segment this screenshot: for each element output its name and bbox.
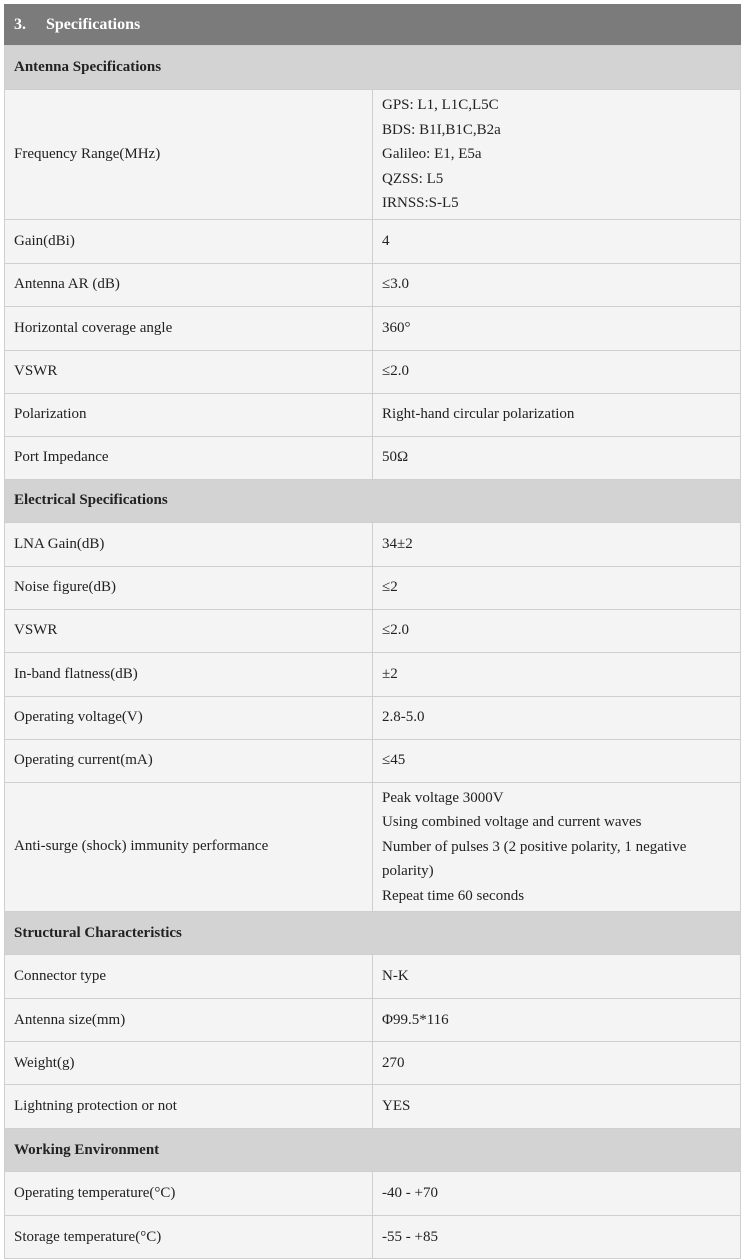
- value-line: BDS: B1I,B1C,B2a: [382, 121, 501, 138]
- table-row: [5, 393, 741, 436]
- row-label: VSWR: [5, 350, 373, 393]
- row-label: LNA Gain(dB): [5, 522, 373, 566]
- row-value: 360°: [373, 306, 741, 350]
- section-title: Specifications: [46, 16, 141, 33]
- row-value: ≤2.0: [373, 350, 741, 393]
- row-value: 50Ω: [373, 436, 741, 479]
- row-value: 2.8-5.0: [373, 696, 741, 739]
- row-value: 270: [373, 1042, 741, 1085]
- table-row: [5, 739, 741, 782]
- row-label: Port Impedance: [5, 436, 373, 479]
- value-line: GPS: L1, L1C,L5C: [382, 97, 499, 113]
- specifications-document: [4, 4, 741, 1259]
- table-row: [5, 696, 741, 739]
- section-header-electrical: [5, 479, 741, 522]
- table-row: [5, 609, 741, 652]
- row-value: ≤3.0: [373, 263, 741, 306]
- row-label: Gain(dBi): [5, 219, 373, 263]
- table-row: [5, 999, 741, 1042]
- row-value: -55 - +85: [373, 1216, 741, 1259]
- value-line: QZSS: L5: [382, 170, 444, 187]
- table-row: [5, 522, 741, 566]
- section-heading: Electrical Specifications: [5, 479, 741, 522]
- section-heading: Antenna Specifications: [5, 46, 741, 90]
- row-value: -40 - +70: [373, 1172, 741, 1216]
- section-header-antenna: [5, 46, 741, 90]
- row-label: Operating voltage(V): [5, 696, 373, 739]
- section-number: 3.: [14, 16, 26, 33]
- table-row: [5, 350, 741, 393]
- row-value: ≤2: [373, 566, 741, 609]
- table-row: [5, 782, 741, 912]
- row-label: Anti-surge (shock) immunity performance: [5, 782, 373, 912]
- table-row: [5, 566, 741, 609]
- row-value: ≤45: [373, 739, 741, 782]
- row-value: Right-hand circular polarization: [373, 393, 741, 436]
- table-row: [5, 1172, 741, 1216]
- row-label: Lightning protection or not: [5, 1085, 373, 1129]
- table-row: [5, 955, 741, 999]
- value-line: Repeat time 60 seconds: [382, 887, 525, 904]
- value-line: Peak voltage 3000V: [382, 789, 504, 806]
- specifications-table: [4, 45, 741, 1259]
- row-label: Operating temperature(°C): [5, 1172, 373, 1216]
- row-label: Operating current(mA): [5, 739, 373, 782]
- section-heading: Structural Characteristics: [5, 912, 741, 955]
- table-row: [5, 306, 741, 350]
- section-heading: Working Environment: [5, 1129, 741, 1172]
- row-value: N-K: [373, 955, 741, 999]
- table-row: [5, 652, 741, 696]
- row-value: Φ99.5*116: [373, 999, 741, 1042]
- row-label: Horizontal coverage angle: [5, 306, 373, 350]
- row-label: In-band flatness(dB): [5, 652, 373, 696]
- row-label: Connector type: [5, 955, 373, 999]
- value-line: Using combined voltage and current waves: [382, 814, 642, 830]
- value-line: Galileo: E1, E5a: [382, 146, 482, 162]
- row-label: Antenna AR (dB): [5, 263, 373, 306]
- row-value: [373, 782, 741, 912]
- table-row: [5, 90, 741, 220]
- row-label: VSWR: [5, 609, 373, 652]
- table-row: [5, 1216, 741, 1259]
- row-label: Polarization: [5, 393, 373, 436]
- row-value: ≤2.0: [373, 609, 741, 652]
- row-label: Noise figure(dB): [5, 566, 373, 609]
- row-value: [373, 90, 741, 220]
- value-line: IRNSS:S-L5: [382, 195, 459, 211]
- row-label: Weight(g): [5, 1042, 373, 1085]
- section-header-structural: [5, 912, 741, 955]
- section-title-bar: [4, 4, 741, 45]
- row-value: ±2: [373, 652, 741, 696]
- row-label: Frequency Range(MHz): [5, 90, 373, 220]
- table-row: [5, 263, 741, 306]
- table-row: [5, 1085, 741, 1129]
- row-value: 4: [373, 219, 741, 263]
- value-line: Number of pulses 3 (2 positive polarity, 1 negative polarity): [382, 838, 687, 879]
- row-value: 34±2: [373, 522, 741, 566]
- table-row: [5, 436, 741, 479]
- row-label: Antenna size(mm): [5, 999, 373, 1042]
- row-value: YES: [373, 1085, 741, 1129]
- table-row: [5, 219, 741, 263]
- table-row: [5, 1042, 741, 1085]
- section-header-environment: [5, 1129, 741, 1172]
- row-label: Storage temperature(°C): [5, 1216, 373, 1259]
